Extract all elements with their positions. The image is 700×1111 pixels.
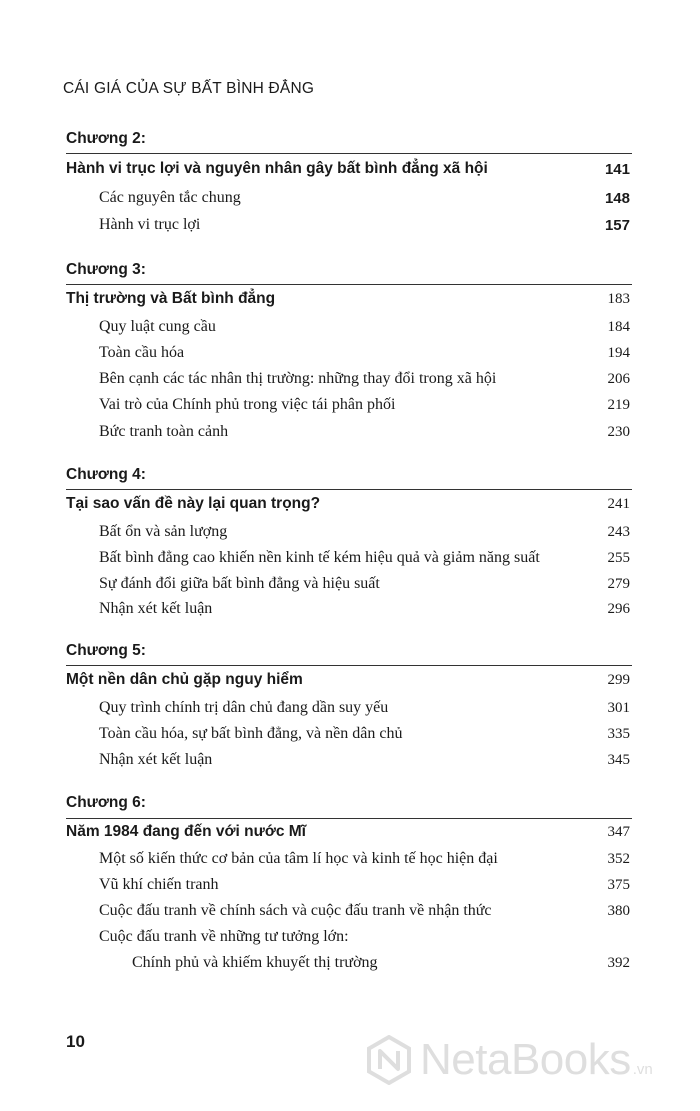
toc-entry: Bên cạnh các tác nhân thị trường: những thay đổi trong xã hội [99, 370, 497, 387]
toc-entry: Bức tranh toàn cảnh [99, 423, 229, 440]
chapter-divider [66, 489, 632, 490]
toc-entry: Nhận xét kết luận [99, 751, 213, 768]
toc-entry: Bất bình đẳng cao khiến nền kinh tế kém hiệu quả và giảm năng suất [99, 549, 540, 566]
toc-entry-page: 301 [607, 700, 630, 716]
toc-entry-page: 157 [604, 217, 630, 234]
toc-entry-page: 184 [607, 319, 630, 335]
chapter-label: Chương 2: [66, 130, 146, 147]
toc-entry-page: 219 [607, 397, 630, 413]
toc-entry: Vũ khí chiến tranh [99, 876, 219, 893]
toc-entry-page: 392 [607, 955, 630, 971]
toc-entry-page: 380 [607, 903, 630, 919]
toc-entry: Toàn cầu hóa [99, 344, 185, 361]
chapter-label: Chương 6: [66, 794, 146, 811]
chapter-title: Năm 1984 đang đến với nước Mĩ [66, 823, 306, 840]
toc-entry-page: 243 [607, 524, 630, 540]
chapter-divider [66, 665, 632, 666]
chapter-divider [66, 153, 632, 154]
chapter-title: Tại sao vấn đề này lại quan trọng? [66, 495, 321, 512]
toc-entry: Toàn cầu hóa, sự bất bình đẳng, và nền dân chủ [99, 725, 403, 742]
toc-entry-page: 279 [607, 576, 630, 592]
watermark-brand: NetaBooks [420, 1035, 631, 1084]
chapter-label: Chương 3: [66, 261, 146, 278]
chapter-label: Chương 4: [66, 466, 146, 483]
toc-entry-page: 255 [607, 550, 630, 566]
toc-entry: Một số kiến thức cơ bản của tâm lí học và kinh tế học hiện đại [99, 850, 498, 867]
toc-entry-page: 194 [607, 345, 630, 361]
toc-entry: Quy trình chính trị dân chủ đang dần suy yếu [99, 699, 389, 716]
toc-entry-page: 352 [607, 851, 630, 867]
chapter-page-number: 347 [607, 824, 630, 840]
toc-entry: Vai trò của Chính phủ trong việc tái phân phối [99, 396, 396, 413]
toc-entry: Cuộc đấu tranh về chính sách và cuộc đấu tranh về nhận thức [99, 902, 492, 919]
toc-entry-page: 206 [607, 371, 630, 387]
chapter-page-number: 183 [607, 291, 630, 307]
toc-entry-page: 296 [607, 601, 630, 617]
chapter-title: Thị trường và Bất bình đẳng [66, 290, 276, 307]
netabooks-logo-icon [364, 1035, 414, 1085]
toc-entry-page: 230 [607, 424, 630, 440]
chapter-title: Một nền dân chủ gặp nguy hiểm [66, 671, 303, 688]
toc-entry-page: 335 [607, 726, 630, 742]
toc-entry: Sự đánh đổi giữa bất bình đẳng và hiệu suất [99, 575, 380, 592]
toc-entry: Các nguyên tắc chung [99, 189, 241, 206]
toc-entry: Bất ổn và sản lượng [99, 523, 228, 540]
page-folio: 10 [66, 1032, 85, 1051]
watermark-suffix: .vn [632, 1060, 653, 1078]
toc-entry: Quy luật cung cầu [99, 318, 216, 335]
toc-entry: Hành vi trục lợi [99, 216, 201, 233]
chapter-page-number: 241 [607, 496, 630, 512]
chapter-label: Chương 5: [66, 642, 146, 659]
toc-entry: Cuộc đấu tranh về những tư tưởng lớn: [99, 928, 349, 945]
toc-entry: Nhận xét kết luận [99, 600, 213, 617]
running-header: CÁI GIÁ CỦA SỰ BẤT BÌNH ĐẲNG [63, 80, 315, 97]
chapter-title: Hành vi trục lợi và nguyên nhân gây bất bình đẳng xã hội [66, 160, 488, 177]
chapter-divider [66, 818, 632, 819]
chapter-divider [66, 284, 632, 285]
chapter-page-number: 299 [607, 672, 630, 688]
chapter-page-number: 141 [604, 161, 630, 178]
toc-entry-page: 148 [604, 190, 630, 207]
watermark [364, 1030, 653, 1090]
toc-entry-page: 345 [607, 752, 630, 768]
toc-subentry: Chính phủ và khiếm khuyết thị trường [132, 954, 378, 971]
toc-entry-page: 375 [607, 877, 630, 893]
